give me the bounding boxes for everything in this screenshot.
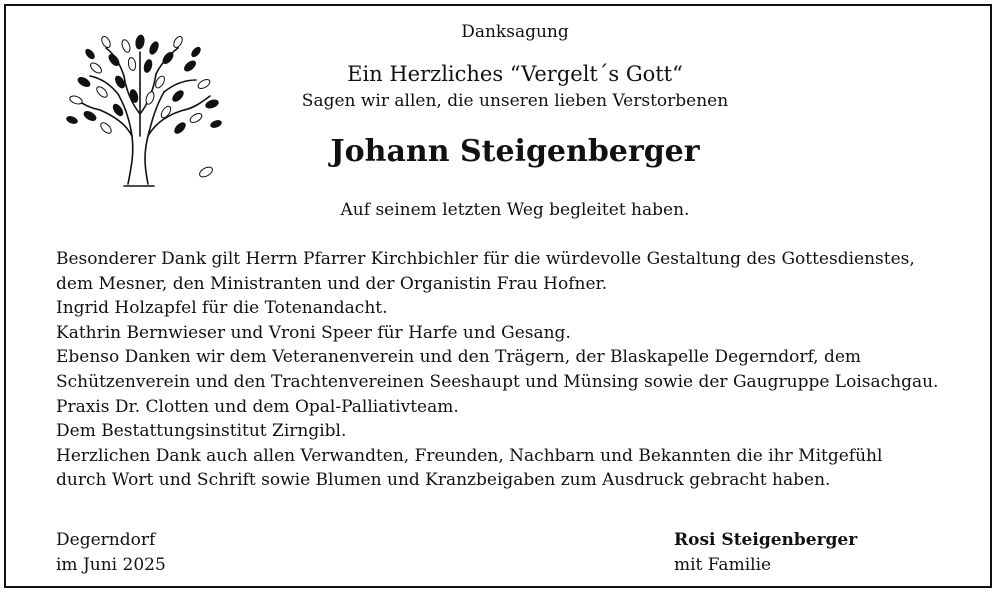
body-line: Ebenso Danken wir dem Veteranenverein und den Trägern, der Blaskapelle Degerndorf, dem [56, 347, 862, 368]
body-line: Dem Bestattungsinstitut Zirngibl. [56, 421, 347, 442]
body-line: Herzlichen Dank auch allen Verwandten, Freunden, Nachbarn und Bekannten die ihr Mitgefühl [56, 445, 883, 466]
body-line: dem Mesner, den Ministranten und der Organistin Frau Hofner. [56, 273, 608, 294]
body-line: Ingrid Holzapfel für die Totenandacht. [56, 298, 388, 319]
place-date-block [56, 528, 166, 578]
notice-intro: Sagen wir allen, die unseren lieben Verstorbenen [301, 91, 729, 111]
body-line: Schützenverein und den Trachtenvereinen Seeshaupt und Münsing sowie der Gaugruppe Loisachgau. [56, 371, 939, 392]
signer-suffix: mit Familie [674, 555, 772, 575]
notice-closing: Auf seinem letzten Weg begleitet haben. [340, 200, 690, 220]
body-line: Praxis Dr. Clotten und dem Opal-Palliativteam. [56, 396, 459, 417]
signature-block [674, 528, 857, 578]
notice-subtitle: Ein Herzliches “Vergelt´s Gott“ [347, 62, 683, 86]
obituary-card [4, 4, 992, 588]
notice-heading: Danksagung [461, 22, 569, 42]
place: Degerndorf [56, 530, 156, 550]
deceased-name: Johann Steigenberger [330, 134, 700, 169]
signer-name: Rosi Steigenberger [674, 530, 858, 550]
date: im Juni 2025 [56, 555, 166, 575]
body-line: durch Wort und Schrift sowie Blumen und Kranzbeigaben zum Ausdruck gebracht haben. [56, 470, 831, 491]
body-line: Kathrin Bernwieser und Vroni Speer für Harfe und Gesang. [56, 322, 571, 343]
body-line: Besonderer Dank gilt Herrn Pfarrer Kirchbichler für die würdevolle Gestaltung des Gottesdienstes, [56, 249, 915, 269]
acknowledgement-text [56, 247, 956, 493]
